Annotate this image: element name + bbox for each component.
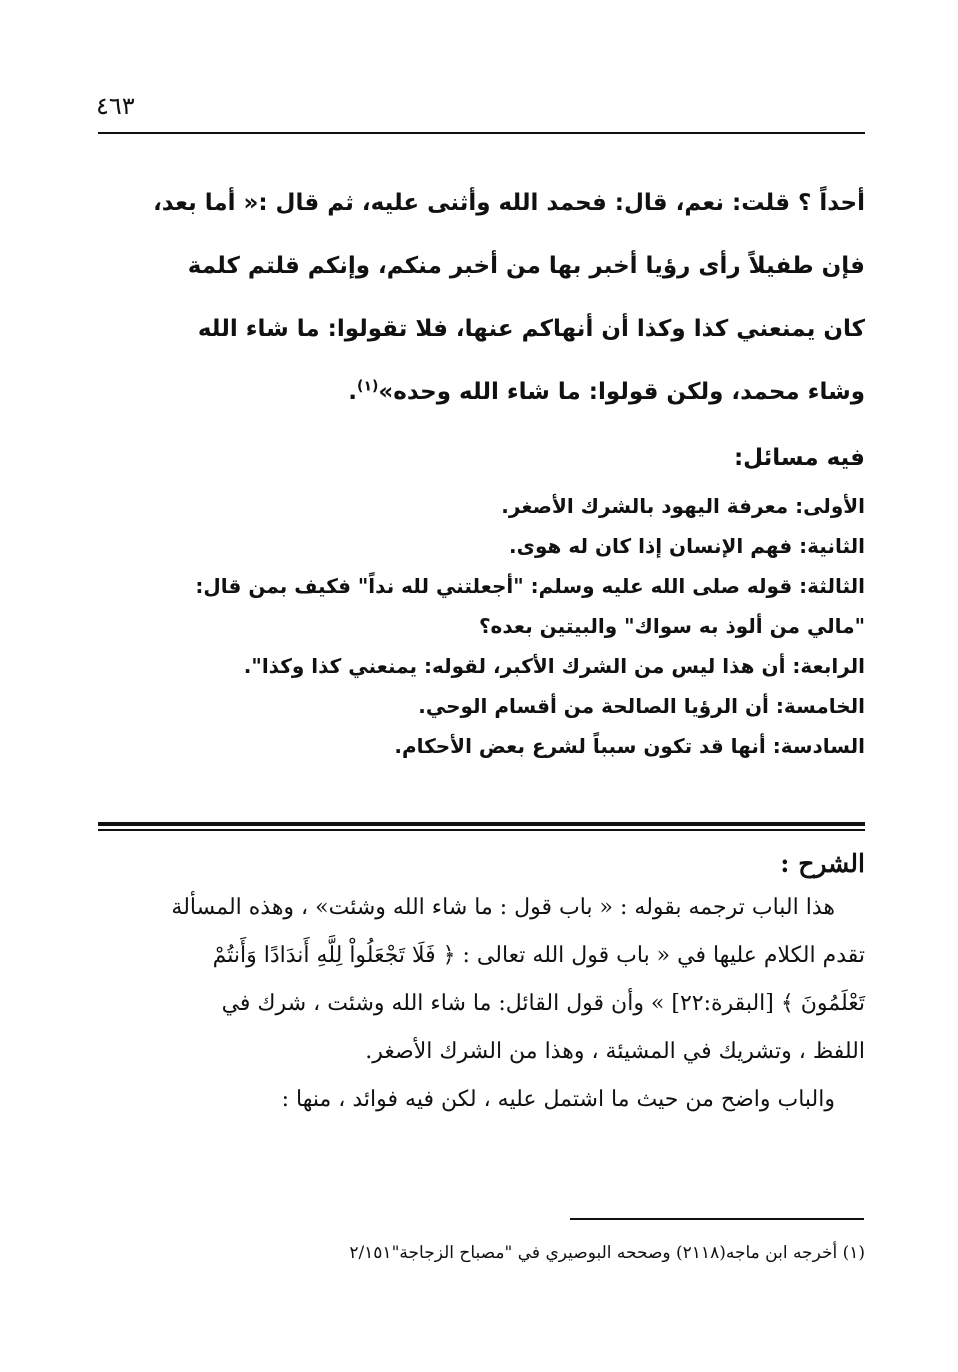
footnote-rule bbox=[570, 1218, 864, 1220]
footnote: (١) أخرجه ابن ماجه(٢١١٨) وصححه البوصيري في "مصباح الزجاجة"٢/١٥١ bbox=[349, 1243, 865, 1263]
issue-item: الرابعة: أن هذا ليس من الشرك الأكبر، لقوله: يمنعني كذا وكذا". bbox=[243, 654, 865, 678]
section-divider-thick bbox=[98, 822, 865, 826]
issue-item: الثانية: فهم الإنسان إذا كان له هوى. bbox=[509, 534, 865, 558]
hadith-text bbox=[98, 172, 865, 424]
commentary-line: تَعْلَمُونَ ﴾ [البقرة:٢٢] » وأن قول القائل: ما شاء الله وشئت ، شرك في bbox=[221, 991, 865, 1016]
commentary-heading: الشرح : bbox=[780, 849, 865, 878]
issue-item: الخامسة: أن الرؤيا الصالحة من أقسام الوحي. bbox=[418, 694, 865, 718]
commentary-line: تقدم الكلام عليها في « باب قول الله تعالى : ﴿ فَلَا تَجْعَلُواْ لِلَّهِ أَندَادًا وَأَنتُمْ bbox=[212, 943, 865, 968]
issues-section bbox=[98, 436, 865, 766]
hadith-line bbox=[98, 361, 865, 424]
commentary-line: اللفظ ، وتشريك في المشيئة ، وهذا من الشرك الأصغر. bbox=[365, 1039, 865, 1064]
hadith-line: كان يمنعني كذا وكذا أن أنهاكم عنها، فلا تقولوا: ما شاء الله bbox=[197, 316, 865, 342]
issue-item: الأولى: معرفة اليهود بالشرك الأصغر. bbox=[501, 494, 865, 518]
hadith-line-text: وشاء محمد، ولكن قولوا: ما شاء الله وحده» bbox=[378, 379, 865, 405]
issue-item: "مالي من ألوذ به سواك" والبيتين بعده؟ bbox=[478, 614, 865, 638]
issue-item: الثالثة: قوله صلى الله عليه وسلم: "أجعلتني لله نداً" فكيف بمن قال: bbox=[195, 574, 865, 598]
commentary-line: والباب واضح من حيث ما اشتمل عليه ، لكن فيه فوائد ، منها : bbox=[281, 1087, 835, 1112]
footnote-reference: (١) bbox=[357, 378, 379, 395]
issue-item: السادسة: أنها قد تكون سبباً لشرع بعض الأحكام. bbox=[394, 734, 865, 758]
header-rule bbox=[98, 132, 865, 134]
issues-heading: فيه مسائل: bbox=[733, 445, 865, 471]
page-number: ٤٦٣ bbox=[96, 92, 135, 120]
commentary-line: هذا الباب ترجمه بقوله : « باب قول : ما شاء الله وشئت» ، وهذه المسألة bbox=[171, 895, 835, 920]
hadith-line: فإن طفيلاً رأى رؤيا أخبر بها من أخبر منكم، وإنكم قلتم كلمة bbox=[187, 253, 865, 279]
commentary-section bbox=[98, 844, 865, 1124]
hadith-line-end: . bbox=[348, 379, 358, 405]
section-divider-thin bbox=[98, 829, 865, 831]
hadith-line: أحداً ؟ قلت: نعم، قال: فحمد الله وأثنى عليه، ثم قال :« أما بعد، bbox=[153, 190, 865, 216]
